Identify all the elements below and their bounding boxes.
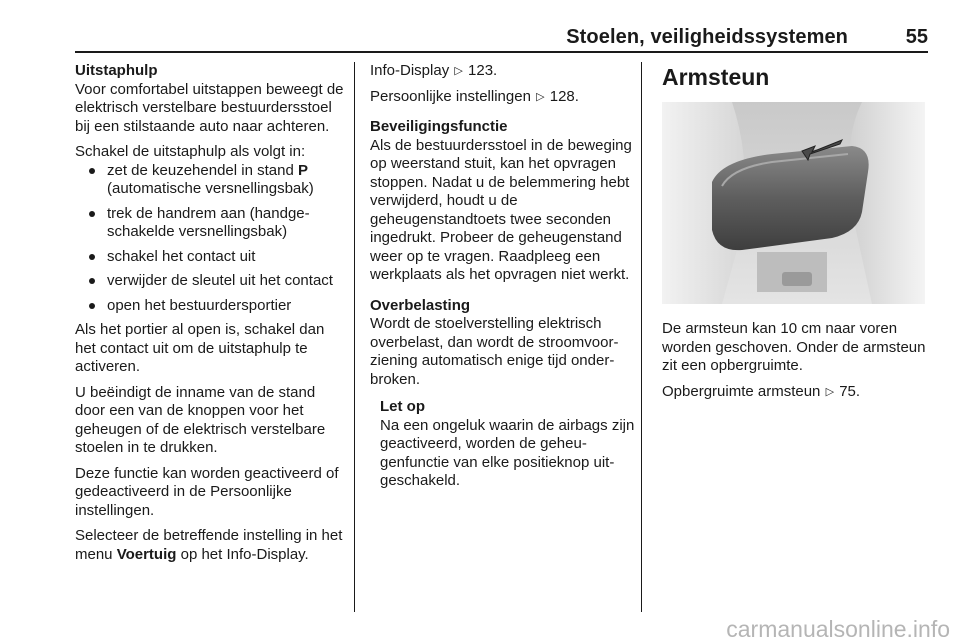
cross-reference bbox=[662, 383, 928, 402]
toggle-paragraph: Deze functie kan worden geactiveerd of gedeactiveerd in de Persoonlijke instellingen. bbox=[75, 464, 339, 519]
column-divider-1 bbox=[354, 62, 355, 612]
reference-page: 128. bbox=[549, 87, 579, 105]
column-2 bbox=[370, 62, 636, 498]
end-paragraph: U beëindigt de inname van de stand door een van de knoppen voor het geheugen of de elektrisch verstelbare stoelen in te drukken. bbox=[75, 383, 326, 456]
reference-text: Persoonlijke instellingen bbox=[370, 87, 536, 105]
section-heading-uitstaphulp: Uitstaphulp bbox=[75, 62, 158, 79]
reference-page: 123. bbox=[468, 62, 498, 79]
section-heading-beveiligingsfunctie: Beveiligingsfunctie bbox=[370, 118, 508, 135]
list-item: trek de handrem aan (handgeschakelde versnellingsbak) bbox=[75, 205, 347, 242]
armrest-illustration bbox=[662, 102, 925, 304]
section-heading-overbelasting: Overbelasting bbox=[370, 296, 471, 314]
note-box bbox=[380, 398, 636, 491]
intro-paragraph: Voor comfortabel uitstappen beweegt de elektrisch verstelbare bestuurdersstoel bij een stilstaande auto naar achteren. bbox=[75, 80, 344, 135]
page-ref-icon: ▷ bbox=[536, 90, 545, 103]
step-text: (automatische versnellingsbak) bbox=[107, 180, 314, 197]
list-item: open het bestuurdersportier bbox=[75, 297, 347, 316]
select-paragraph bbox=[75, 527, 347, 564]
section-heading-armsteun: Armsteun bbox=[662, 64, 770, 90]
cross-reference bbox=[370, 88, 636, 107]
list-item: schakel het contact uit bbox=[75, 248, 347, 267]
select-text: op het Info-Display. bbox=[176, 545, 309, 563]
column-1 bbox=[75, 62, 347, 571]
column-divider-2 bbox=[641, 62, 642, 612]
note-paragraph: Na een ongeluk waarin de airbags zijn geactiveerd, worden de geheugenfunctie van elke positieknop uitgeschakeld. bbox=[380, 416, 635, 489]
page-ref-icon: ▷ bbox=[454, 65, 463, 77]
column-3 bbox=[662, 62, 928, 408]
header-title: Stoelen, veiligheidssystemen bbox=[566, 26, 848, 48]
safety-paragraph: Als de bestuurdersstoel in de beweging op weerstand stuit, kan het opvragen stoppen. Nadat u de belemmering hebt verwijderd, houdt u de geheugenstandtoets twee seconden ingedrukt. Probeer de geheugenstand weer op te vragen. Raadpleeg een werkplaats als het opvragen niet werkt. bbox=[370, 136, 632, 283]
cross-reference bbox=[370, 62, 636, 81]
list-item: verwijder de sleutel uit het contact bbox=[75, 272, 347, 291]
step-bold: P bbox=[297, 161, 308, 179]
armrest-paragraph: De armsteun kan 10 cm naar voren worden geschoven. Onder de armsteun zit een opbergruimte. bbox=[662, 320, 926, 374]
watermark: carmanualsonline.info bbox=[726, 616, 950, 642]
armrest-photo bbox=[662, 102, 925, 304]
reference-page: 75. bbox=[839, 382, 861, 400]
list-item bbox=[75, 162, 347, 199]
steps-list bbox=[75, 162, 347, 316]
door-paragraph: Als het portier al open is, schakel dan het contact uit om de uitstaphulp te activeren. bbox=[75, 321, 325, 375]
reference-text: Opbergruimte armsteun bbox=[662, 382, 825, 400]
steps-intro: Schakel de uitstaphulp als volgt in: bbox=[75, 143, 306, 160]
step-text: zet de keuzehendel in stand bbox=[107, 161, 298, 179]
page-number: 55 bbox=[905, 26, 928, 48]
select-text: Selecteer de betreffende instelling in het menu bbox=[75, 527, 343, 563]
overload-paragraph: Wordt de stoelverstelling elektrisch overbelast, dan wordt de stroomvoorziening automatisch enige tijd onderbroken. bbox=[370, 315, 619, 388]
menu-name: Voertuig bbox=[116, 545, 177, 563]
note-heading: Let op bbox=[380, 398, 425, 415]
reference-text: Info-Display bbox=[370, 62, 454, 79]
header-rule bbox=[75, 51, 928, 53]
page-ref-icon: ▷ bbox=[825, 385, 835, 398]
